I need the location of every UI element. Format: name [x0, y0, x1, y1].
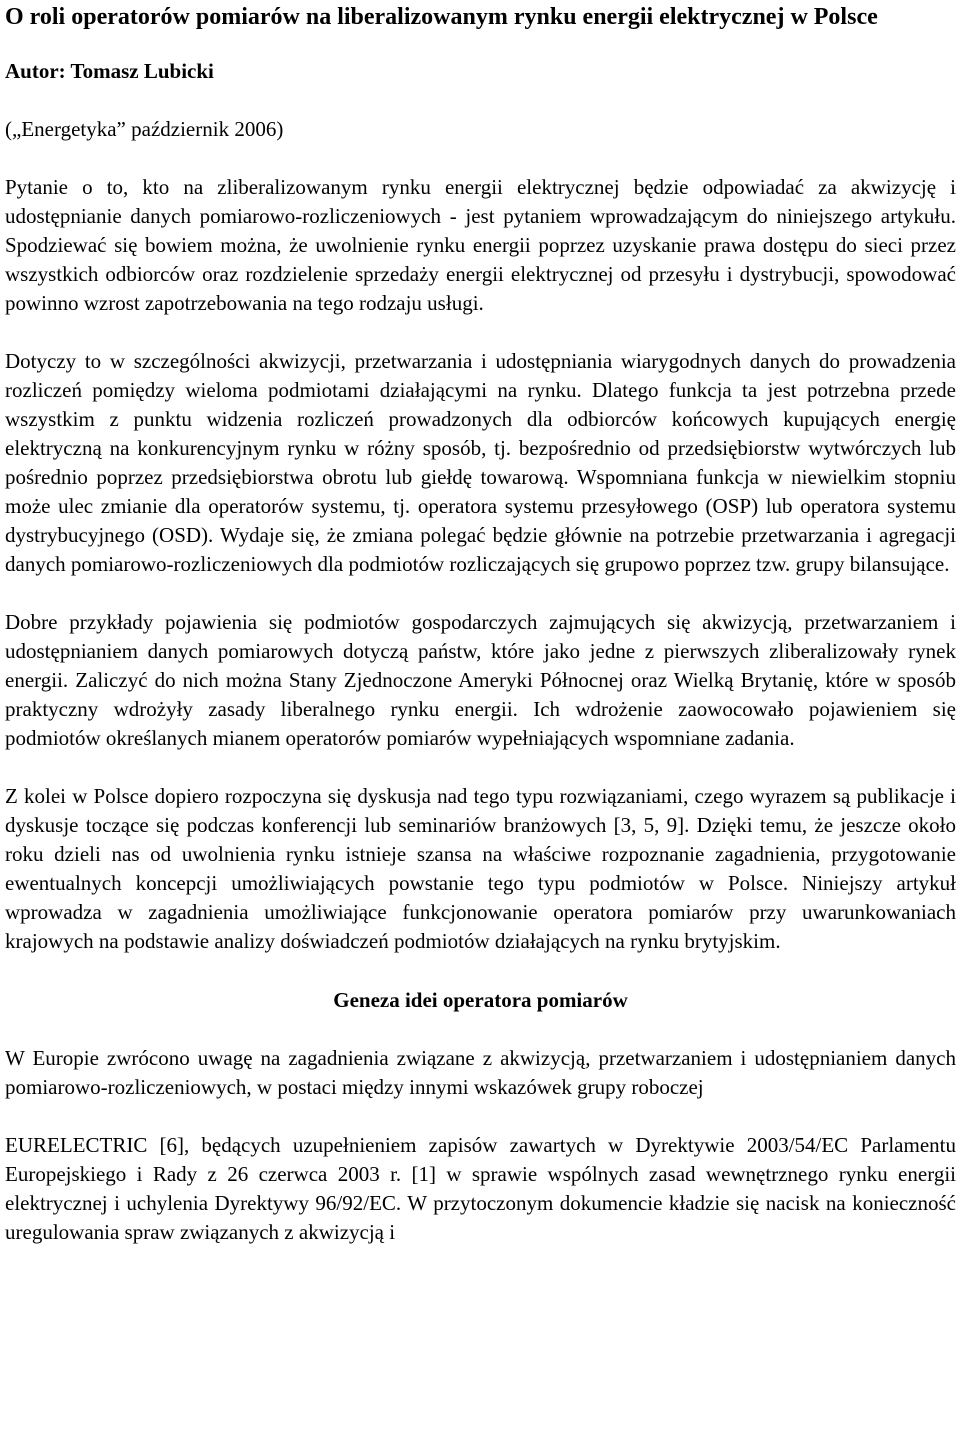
document-author: Autor: Tomasz Lubicki: [5, 59, 214, 83]
paragraph: W Europie zwrócono uwagę na zagadnienia związane z akwizycją, przetwarzaniem i udostępnianiem danych pomiarowo-rozliczeniowych, w postaci między innymi wskazówek grupy roboczej: [5, 1046, 956, 1099]
paragraph: Dobre przykłady pojawienia się podmiotów gospodarczych zajmujących się akwizycją, przetwarzaniem i udostępnianiem danych pomiarowych dotyczą państw, które jako jedne z pierwszych zliberalizowały rynek energii. Zaliczyć do nich można Stany Zjednoczone Ameryki Północnej oraz Wielką Brytanię, które w sposób praktyczny wdrożyły zasady liberalnego rynku energii. Ich wdrożenie zaowocowało pojawieniem się podmiotów określanych mianem operatorów pomiarów wypełniających wspomniane zadania.: [5, 610, 956, 750]
document-page: [5, 0, 956, 1247]
section-heading: Geneza idei operatora pomiarów: [333, 988, 628, 1012]
paragraph: Dotyczy to w szczególności akwizycji, przetwarzania i udostępniania wiarygodnych danych do prowadzenia rozliczeń pomiędzy wieloma podmiotami działającymi na rynku. Dlatego funkcja ta jest potrzebna przede wszystkim z punktu widzenia rozliczeń prowadzonych dla odbiorców końcowych kupujących energię elektryczną na konkurencyjnym rynku w różny sposób, tj. bezpośrednio od przedsiębiorstw wytwórczych lub pośrednio poprzez przedsiębiorstwa obrotu lub giełdę towarową. Wspomniana funkcja w niewielkim stopniu może ulec zmianie dla operatorów systemu, tj. operatora systemu przesyłowego (OSP) lub operatora systemu dystrybucyjnego (OSD). Wydaje się, że zmiana polegać będzie głównie na potrzebie przetwarzania i agregacji danych pomiarowo-rozliczeniowych dla podmiotów rozliczających się grupowo poprzez tzw. grupy bilansujące.: [5, 349, 956, 576]
document-title: O roli operatorów pomiarów na liberalizowanym rynku energii elektrycznej w Polsce: [5, 4, 878, 30]
paragraph: EURELECTRIC [6], będących uzupełnieniem zapisów zawartych w Dyrektywie 2003/54/EC Parlamentu Europejskiego i Rady z 26 czerwca 2003 r. [1] w sprawie wspólnych zasad wewnętrznego rynku energii elektrycznej i uchylenia Dyrektywy 96/92/EC. W przytoczonym dokumencie kładzie się nacisk na konieczność uregulowania spraw związanych z akwizycją i: [5, 1133, 956, 1244]
document-source: („Energetyka” październik 2006): [5, 117, 284, 141]
paragraph: Pytanie o to, kto na zliberalizowanym rynku energii elektrycznej będzie odpowiadać za akwizycję i udostępnianie danych pomiarowo-rozliczeniowych - jest pytaniem wprowadzającym do niniejszego artykułu. Spodziewać się bowiem można, że uwolnienie rynku energii poprzez uzyskanie prawa dostępu do sieci przez wszystkich odbiorców oraz rozdzielenie sprzedaży energii elektrycznej od przesyłu i dystrybucji, spowodować powinno wzrost zapotrzebowania na tego rodzaju usługi.: [5, 175, 956, 315]
paragraph: Z kolei w Polsce dopiero rozpoczyna się dyskusja nad tego typu rozwiązaniami, czego wyrazem są publikacje i dyskusje toczące się podczas konferencji lub seminariów branżowych [3, 5, 9]. Dzięki temu, że jeszcze około roku dzieli nas od uwolnienia rynku istnieje szansa na właściwe rozpoznanie zagadnienia, przygotowanie ewentualnych koncepcji umożliwiających powstanie tego typu podmiotów w Polsce. Niniejszy artykuł wprowadza w zagadnienia umożliwiające funkcjonowanie operatora pomiarów przy uwarunkowaniach krajowych na podstawie analizy doświadczeń podmiotów działających na rynku brytyjskim.: [5, 784, 956, 953]
